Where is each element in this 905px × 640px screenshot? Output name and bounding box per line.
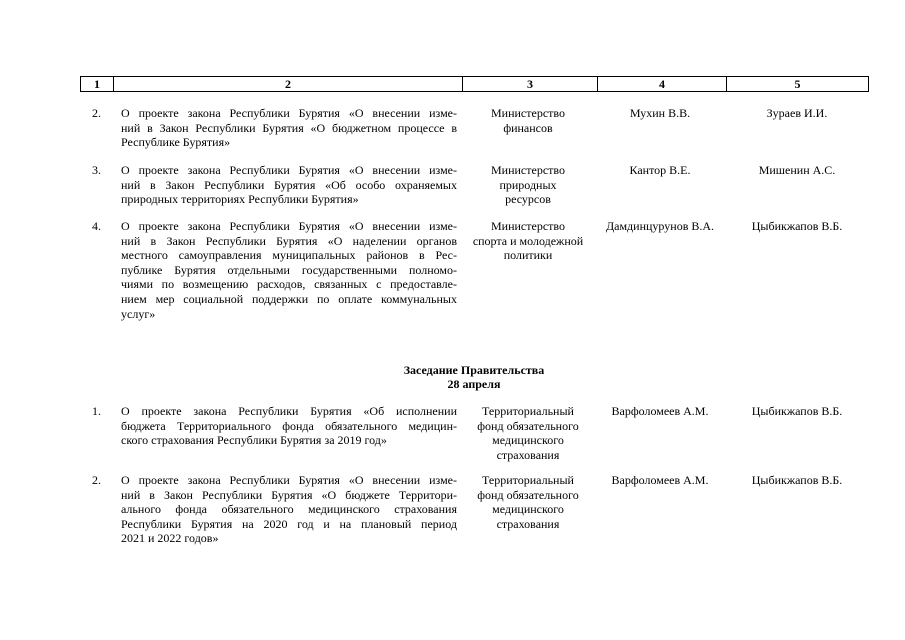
bill-title-line: ского страхования Республики Бурятия за 2019 год»	[121, 433, 387, 448]
bill-title-line: О проекте закона Республики Бурятия «О внесении изме-	[121, 163, 457, 177]
bill-title-line: О проекте закона Республики Бурятия «О внесении изме-	[121, 219, 457, 233]
column-header-1: 1	[81, 77, 114, 92]
organization-line: страхования	[496, 516, 560, 531]
organization-line: финансов	[503, 120, 553, 135]
responsible-organization	[462, 106, 594, 135]
organization-line: ресурсов	[505, 192, 551, 207]
bill-title-line: услуг»	[121, 306, 156, 321]
column-header-5: 5	[727, 77, 869, 92]
responsible-person: Мухин В.В.	[629, 106, 691, 120]
bill-title-line: 2021 и 2022 годов»	[121, 531, 219, 546]
row-number: 2.	[92, 473, 101, 487]
organization-line: медицинского	[492, 433, 564, 448]
organization-line: Министерство	[491, 106, 565, 120]
bill-title	[121, 473, 457, 546]
bill-title-line: ний в Закон Республики Бурятия «О бюджете Территори-	[121, 487, 457, 502]
row-number: 4.	[92, 219, 101, 233]
bill-title-line: О проекте закона Республики Бурятия «О внесении изме-	[121, 106, 457, 120]
responsible-organization	[462, 473, 594, 531]
responsible-person: Кантор В.Е.	[629, 163, 691, 177]
bill-title	[121, 404, 457, 448]
section-date: 28 апреля	[447, 377, 501, 391]
bill-title-line: ального фонда обязательного медицинского страхования	[121, 502, 457, 517]
responsible-person: Дамдинцурунов В.А.	[605, 219, 715, 233]
column-header-row	[81, 77, 869, 92]
section-title: Заседание Правительства	[403, 363, 545, 377]
organization-line: природных	[499, 177, 557, 192]
row-number: 3.	[92, 163, 101, 177]
curator-person: Цыбикжапов В.Б.	[751, 473, 843, 487]
bill-title-line: ний в Закон Республики Бурятия «О наделении органов	[121, 233, 457, 248]
responsible-organization	[462, 219, 594, 263]
curator-person: Цыбикжапов В.Б.	[751, 219, 843, 233]
organization-line: медицинского	[492, 502, 564, 517]
organization-line: страхования	[496, 447, 560, 462]
bill-title-line: Республики Бурятия на 2020 год и на плановый период	[121, 516, 457, 531]
row-number: 1.	[92, 404, 101, 418]
curator-person: Зураев И.И.	[766, 106, 828, 120]
row-number: 2.	[92, 106, 101, 120]
responsible-organization	[462, 163, 594, 207]
bill-title	[121, 163, 457, 207]
bill-title-line: О проекте закона Республики Бурятия «О внесении изме-	[121, 473, 457, 487]
curator-person: Мишенин А.С.	[758, 163, 836, 177]
organization-line: Министерство	[491, 219, 565, 233]
organization-line: Территориальный	[482, 404, 574, 418]
bill-title-line: публике Бурятия отдельными государственными полномо-	[121, 262, 457, 277]
responsible-person: Варфоломеев А.М.	[611, 404, 709, 418]
bill-title-line: О проекте закона Республики Бурятия «Об исполнении	[121, 404, 457, 418]
organization-line: Министерство	[491, 163, 565, 177]
bill-title-line: Республике Бурятия»	[121, 135, 231, 150]
bill-title-line: ний в Закон Республики Бурятия «О бюджетном процессе в	[121, 120, 457, 135]
organization-line: политики	[503, 248, 553, 263]
bill-title	[121, 219, 457, 321]
bill-title-line: нием мер социальной поддержки по оплате коммунальных	[121, 291, 457, 306]
column-header-3: 3	[463, 77, 598, 92]
organization-line: фонд обязательного	[477, 418, 579, 433]
bill-title-line: местного самоуправления муниципальных районов в Рес-	[121, 248, 457, 263]
organization-line: спорта и молодежной	[472, 233, 584, 248]
responsible-person: Варфоломеев А.М.	[611, 473, 709, 487]
organization-line: фонд обязательного	[477, 487, 579, 502]
bill-title-line: бюджета Территориального фонда обязательного медицин-	[121, 418, 457, 433]
bill-title	[121, 106, 457, 150]
bill-title-line: чиями по возмещению расходов, связанных с предоставле-	[121, 277, 457, 292]
column-header-table	[80, 76, 869, 92]
section-heading	[80, 363, 868, 391]
column-header-4: 4	[598, 77, 727, 92]
bill-title-line: ний в Закон Республики Бурятия «Об особо охраняемых	[121, 177, 457, 192]
responsible-organization	[462, 404, 594, 462]
bill-title-line: природных территориях Республики Бурятия»	[121, 192, 359, 207]
column-header-2: 2	[114, 77, 463, 92]
organization-line: Территориальный	[482, 473, 574, 487]
curator-person: Цыбикжапов В.Б.	[751, 404, 843, 418]
